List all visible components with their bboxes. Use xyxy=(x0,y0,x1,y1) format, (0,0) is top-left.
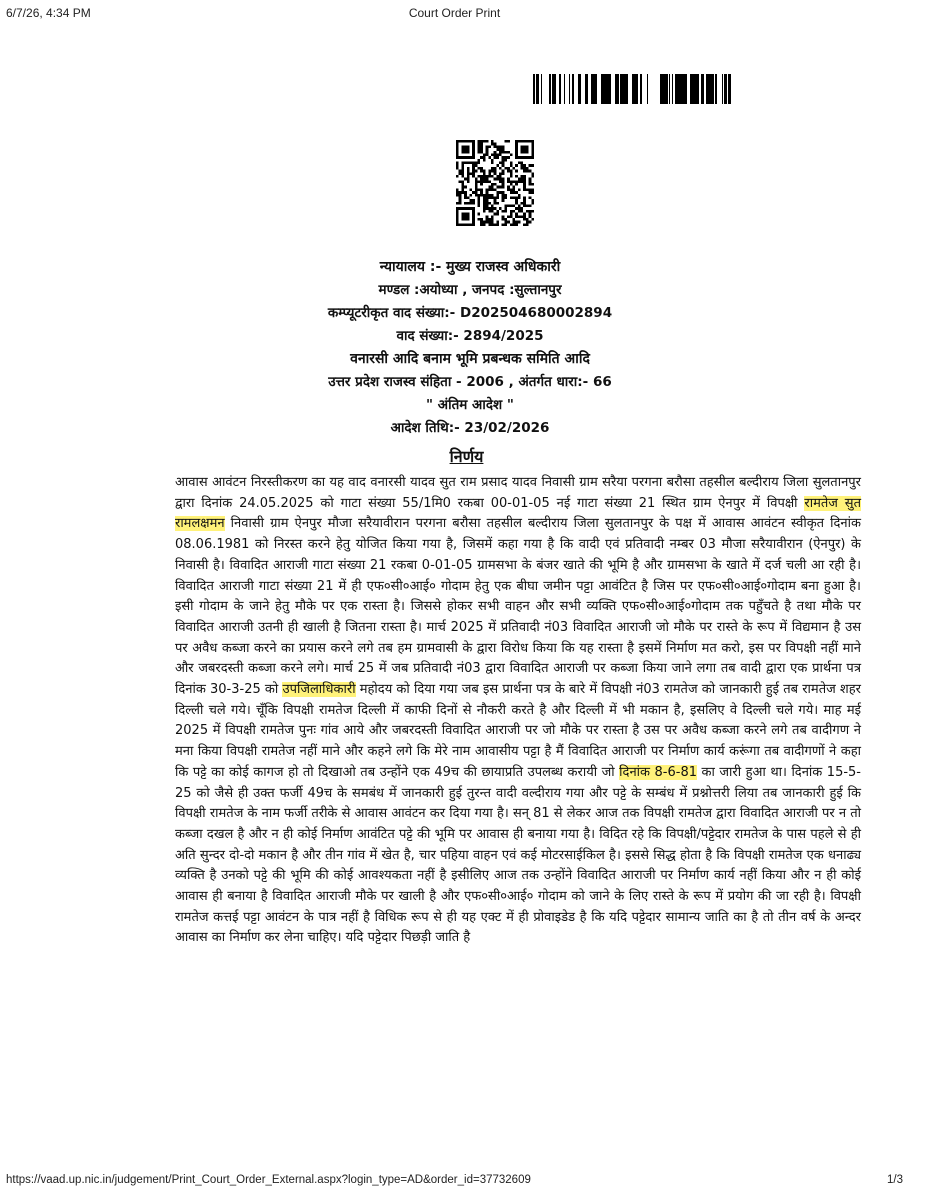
highlight-date: दिनांक 8-6-81 xyxy=(619,764,697,780)
highlight-respondent: रामतेज सुत रामलक्षमन xyxy=(175,495,861,532)
act-section: उत्तर प्रदेश राजस्व संहिता - 2006 , अंतर्गत धारा:- 66 xyxy=(328,374,612,390)
court-name: न्यायालय :- मुख्य राजस्व अधिकारी xyxy=(379,259,561,275)
case-parties: वनारसी आदि बनाम भूमि प्रबन्धक समिति आदि xyxy=(350,351,590,367)
body-part-3: महोदय को दिया गया जब इस प्रार्थना पत्र के बारे में विपक्षी नं03 रामतेज को जानकारी हुई तब रामतेज शहर दिल्ली चले गये। चूँकि विपक्षी रामतेज दिल्ली में काफी दिनों से नौकरी करते है और दिल्ली में भी मकान है, इसलिए वे दिल्ली चले गये। माह मई 2025 में विपक्षी रामतेज पुनः गांव आये और जबरदस्ती विवादित आराजी पर जो मौके पर रास्ता है उस पर अवैध कब्जा करने लगे तब वादीगण ने मना किया विपक्षी रामतेज नहीं माने और कहने लगे कि मेरे नाम आवासीय पट्टा है मैं विवादित आराजी पर निर्माण कार्य करूंगा तब वादीगणों ने कहा कि पट्टे का कोई कागज हो तो दिखाओ तब उन्होंने एक 49च की छायाप्रति उपलब्ध करायी जो xyxy=(175,682,861,780)
barcode-icon xyxy=(533,74,731,104)
body-part-4: का जारी हुआ था। दिनांक 15-5-25 को जैसे ही उक्त फर्जी 49च के समबंध में जानकारी हुई तुरन्त वादी वल्दीराय गया और पट्टे के सम्बंध में प्रश्नोत्तरी लिया तब जानकारी हुई कि विपक्षी रामतेज के नाम फर्जी तरीके से आवास आवंटन कर दिया गया है। सन् 81 से लेकर आज तक विपक्षी रामतेज द्वारा विवादित आराजी पर न तो कब्जा दखल है और न ही कोई निर्माण आवंटित पट्टे की भूमि पर आवास ही बनाया गया है। विदित रहे कि विपक्षी/पट्टेदार रामतेज के पास पहले से ही अति सुन्दर दो-दो मकान है और तीन गांव में खेत है, चार पहिया वाहन एवं कई मोटरसाईकिल है। इससे सिद्ध होता है कि विपक्षी रामतेज एक धनाढ्य व्यक्ति है उनको पट्टे की भूमि की कोई आवश्यकता नहीं है इसीलिए आज तक उन्होंने विवादित आराजी पर निर्माण कार्य नहीं किया और न ही कोई आवास ही बनाया है विवादित आराजी मौके पर खाली है और एफ०सी०आई० गोदाम को जाने के लिए रास्ते के रूप में प्रयोग की जा रही है। विपक्षी रामतेज कत्तई पट्टा आवंटन के पात्र नहीं है विधिक रूप से ही यह एक्ट में ही प्रोवाइडेड है कि यदि पट्टेदार सामान्य जाति का है तो तीन वर्ष के अन्दर आवास का निर्माण कर लेना चाहिए। यदि पट्टेदार पिछड़ी जाति है xyxy=(175,764,862,946)
section-title: निर्णय xyxy=(449,447,484,466)
order-type: " अंतिम आदेश " xyxy=(426,397,514,413)
qr-code-icon xyxy=(456,140,534,226)
body-part-1: आवास आवंटन निरस्तीकरण का यह वाद वनारसी यादव सुत राम प्रसाद यादव निवासी ग्राम सरैया परगना बरौसा तहसील बल्दीराय जिला सुलतानपुर द्वारा दिनांक 24.05.2025 को गाटा संख्या 55/1मि0 रकबा 00-01-05 नई गाटा संख्या 21 स्थित ग्राम ऐनपुर में विपक्षी xyxy=(175,475,861,511)
highlight-sdm: उपजिलाधिकारी xyxy=(282,682,356,698)
print-footer xyxy=(6,1174,903,1190)
computerized-case-number: कम्प्यूटरीकृत वाद संख्या:- D202504680002894 xyxy=(327,305,613,321)
body-part-2: निवासी ग्राम ऐनपुर मौजा सरैयावीरान परगना बरौसा तहसील बल्दीराय जिला सुलतानपुर के पक्ष में आवास आवंटन स्वीकृत दिनांक 08.06.1981 को निरस्त करने हेतु योजित किया गया है, जिसमें कहा गया है कि वादी एवं प्रतिवादी नम्बर 03 मौजा सरैयावीरान (ऐनपुर) के निवासी है। विवादित आराजी गाटा संख्या 21 रकबा 0-01-05 ग्रामसभा के बंजर खाते की भूमि है और ग्रामसभा के खाते में दर्ज चली आ रही है। विवादित आराजी गाटा संख्या 21 में ही एफ०सी०आई० गोदाम हेतु एक बीघा जमीन पट्टा आवंटित है जिस पर एफ०सी०आई०गोदाम बना हुआ है। इसी गोदाम के जाने हेतु मौके पर एक रास्ता है। जिससे होकर सभी वाहन और सभी व्यक्ति एफ०सी०आई०गोदाम तक पहुँचते है तथा मौके पर विवादित आराजी उतनी ही खाली है जितना रास्ता है। मार्च 2025 में प्रतिवादी नं03 विवादित आराजी जो मौके पर रास्ते के रूप में विद्यमान है उस पर अवैध कब्जा करने का प्रयास करने लगे तब हम ग्रामवासी के द्वारा विरोध किया कि यह रास्ता है इसमें निर्माण मत करो, इस पर विपक्षी नहीं माने और जबरदस्ती कब्जा करने लगे। मार्च 25 में जब प्रतिवादी नं03 द्वारा विवादित आराजी पर कब्जा किया जाने लगा तब वादी द्वारा एक प्रार्थना पत्र दिनांक 30-3-25 को xyxy=(175,516,861,698)
division-district: मण्डल :अयोध्या , जनपद :सुल्तानपुर xyxy=(378,282,562,298)
order-date: आदेश तिथि:- 23/02/2026 xyxy=(390,420,550,436)
page-url: https://vaad.up.nic.in/judgement/Print_Court_Order_External.aspx?login_type=AD&order_id=37732609 xyxy=(6,1174,531,1186)
judgment-body xyxy=(175,473,861,949)
case-number: वाद संख्या:- 2894/2025 xyxy=(396,328,544,344)
print-datetime: 6/7/26, 4:34 PM xyxy=(6,6,91,20)
print-header xyxy=(6,6,903,28)
page-number: 1/3 xyxy=(887,1174,903,1186)
print-title: Court Order Print xyxy=(408,6,501,20)
order-heading xyxy=(120,256,820,440)
